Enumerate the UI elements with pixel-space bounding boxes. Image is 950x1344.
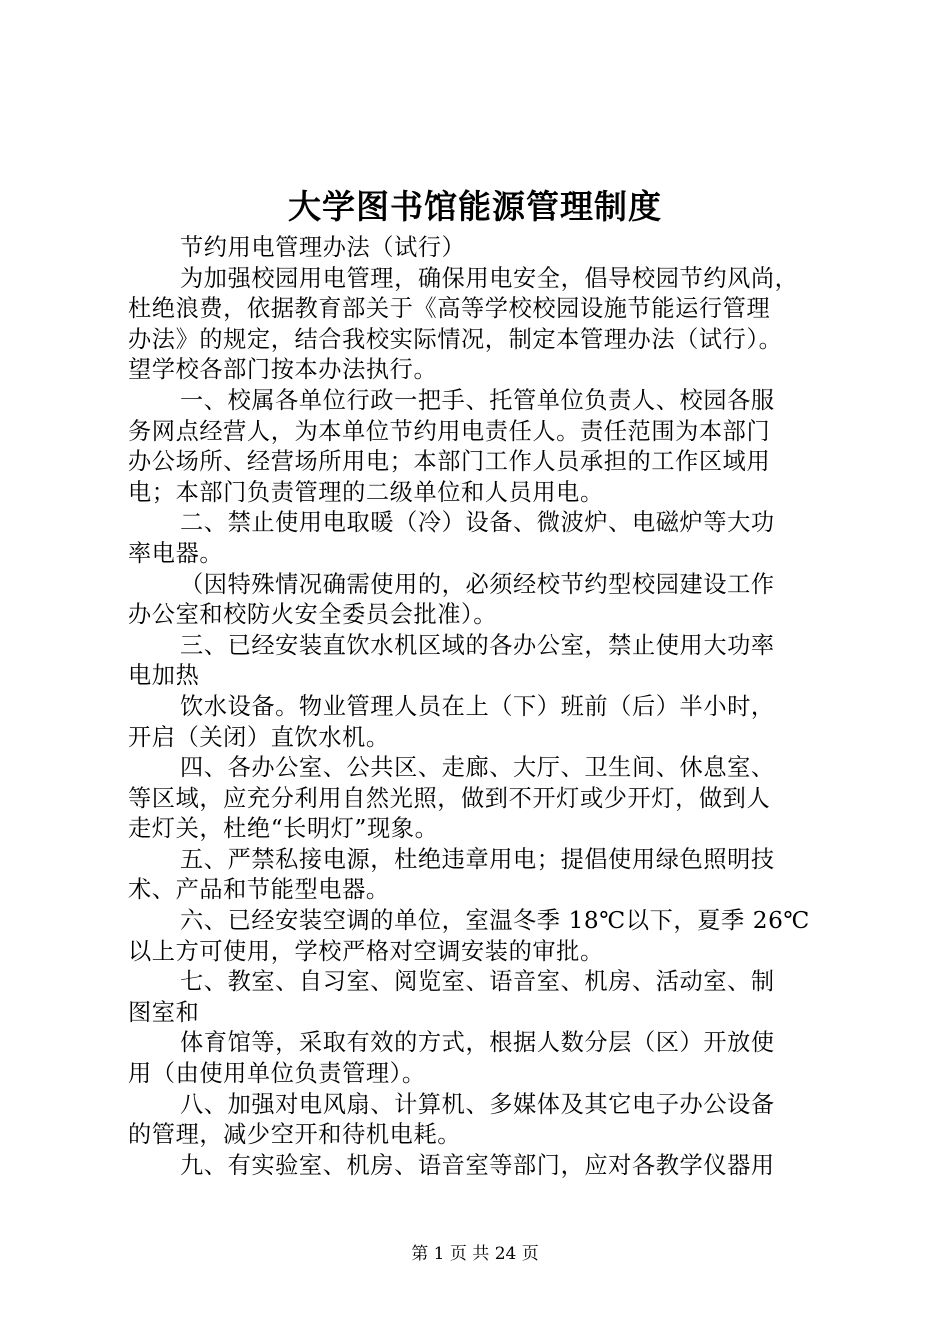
paragraph-line: 办公室和校防火安全委员会批准）。 — [128, 601, 497, 629]
paragraph-line: 节约用电管理办法（试行） — [180, 234, 466, 261]
document-title: 大学图书馆能源管理制度 — [288, 187, 662, 226]
paragraph-line: 九、有实验室、机房、语音室等部门，应对各教学仪器用 — [180, 1151, 775, 1179]
paragraph-line: 术、产品和节能型电器。 — [128, 876, 390, 904]
paragraph-line: 二、禁止使用电取暖（冷）设备、微波炉、电磁炉等大功 — [180, 509, 775, 537]
paragraph-line: 四、各办公室、公共区、走廊、大厅、卫生间、休息室、 — [180, 754, 775, 782]
paragraph-line: 三、已经安装直饮水机区域的各办公室，禁止使用大功率 — [180, 631, 775, 659]
paragraph-line: 开启（关闭）直饮水机。 — [128, 723, 390, 751]
paragraph-line: 率电器。 — [128, 539, 224, 567]
paragraph-line: 为加强校园用电管理，确保用电安全，倡导校园节约风尚， — [180, 264, 799, 292]
paragraph-line: 八、加强对电风扇、计算机、多媒体及其它电子办公设备 — [180, 1090, 775, 1118]
paragraph-line: 的管理，减少空开和待机电耗。 — [128, 1121, 462, 1149]
paragraph-line: 图室和 — [128, 998, 200, 1026]
paragraph-line: 电加热 — [128, 662, 200, 690]
paragraph-line: 走灯关，杜绝“长明灯”现象。 — [128, 815, 439, 843]
paragraph-line: 饮水设备。物业管理人员在上（下）班前（后）半小时， — [180, 692, 775, 720]
paragraph-line: 以上方可使用，学校严格对空调安装的审批。 — [128, 937, 604, 965]
paragraph-line: 办公场所、经营场所用电；本部门工作人员承担的工作区域用 — [128, 448, 771, 476]
paragraph-line: 望学校各部门按本办法执行。 — [128, 356, 438, 384]
paragraph-line: 杜绝浪费，依据教育部关于《高等学校校园设施节能运行管理 — [128, 295, 771, 323]
paragraph-line: 六、已经安装空调的单位，室温冬季 18℃以下，夏季 26℃ — [180, 907, 810, 935]
paragraph-line: 五、严禁私接电源，杜绝违章用电；提倡使用绿色照明技 — [180, 845, 775, 873]
paragraph-line: 办法》的规定，结合我校实际情况，制定本管理办法（试行）。 — [128, 325, 783, 353]
paragraph-line: 电；本部门负责管理的二级单位和人员用电。 — [128, 478, 604, 506]
paragraph-line: 用（由使用单位负责管理）。 — [128, 1060, 426, 1088]
paragraph-line: 七、教室、自习室、阅览室、语音室、机房、活动室、制 — [180, 968, 775, 996]
paragraph-line: 务网点经营人，为本单位节约用电责任人。责任范围为本部门 — [128, 417, 771, 445]
paragraph-line: 体育馆等，采取有效的方式，根据人数分层（区）开放使 — [180, 1029, 775, 1057]
paragraph-line: 等区域，应充分利用自然光照，做到不开灯或少开灯，做到人 — [128, 784, 771, 812]
paragraph-line: （因特殊情况确需使用的，必须经校节约型校园建设工作 — [180, 570, 775, 598]
page-number-footer: 第 1 页 共 24 页 — [411, 1244, 539, 1264]
document-body — [128, 233, 834, 1181]
paragraph-line: 一、校属各单位行政一把手、托管单位负责人、校园各服 — [180, 386, 775, 414]
